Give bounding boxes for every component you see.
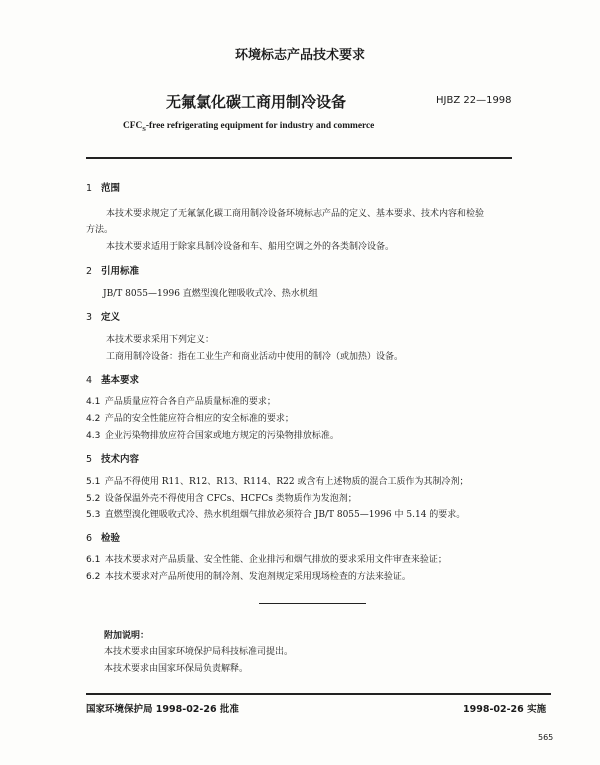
section-2-reference: JB/T 8055—1996 直燃型溴化锂吸收式冷、热水机组 <box>103 289 318 299</box>
section-3-heading <box>86 309 120 323</box>
section-number: 5 <box>86 454 93 465</box>
section-title: 定义 <box>101 312 121 323</box>
section-number: 2 <box>86 266 93 277</box>
english-title-prefix: CFC <box>123 121 143 131</box>
item-number: 5.1 <box>86 477 101 487</box>
list-item <box>86 569 411 582</box>
item-text: 本技术要求对产品所使用的制冷剂、发泡剂规定采用现场检查的方法来验证。 <box>104 572 411 582</box>
section-1-heading <box>86 180 120 194</box>
item-number: 6.2 <box>86 572 101 582</box>
section-number: 6 <box>86 533 93 544</box>
approval-date: 国家环境保护局 1998-02-26 批准 <box>86 704 239 715</box>
section-title: 引用标准 <box>101 266 140 277</box>
section-3-paragraph-2: 工商用制冷设备：指在工业生产和商业活动中使用的制冷（或加热）设备。 <box>106 352 404 362</box>
english-title-subscript: S <box>142 125 146 133</box>
standard-code: HJBZ 22—1998 <box>436 95 512 106</box>
footer-rule <box>86 693 551 695</box>
section-title: 范围 <box>101 183 121 194</box>
section-2-heading <box>86 263 139 277</box>
section-title: 技术内容 <box>101 454 140 465</box>
list-item <box>86 394 276 407</box>
item-number: 4.3 <box>86 431 101 441</box>
list-item <box>86 552 447 565</box>
list-item <box>86 474 468 487</box>
list-item <box>86 491 357 504</box>
item-text: 产品质量应符合各自产品质量标准的要求； <box>104 397 276 407</box>
section-number: 1 <box>86 183 93 194</box>
document-title: 无氟氯化碳工商用制冷设备 <box>166 93 347 111</box>
list-item <box>86 428 339 441</box>
english-title-suffix: -free refrigerating equipment for industry and commerce <box>145 121 375 131</box>
section-number: 4 <box>86 375 93 386</box>
english-title <box>123 121 374 133</box>
section-6-heading <box>86 530 120 544</box>
section-5-heading <box>86 451 139 465</box>
notes-line-2: 本技术要求由国家环保局负责解释。 <box>104 664 249 674</box>
section-1-paragraph-2: 本技术要求适用于除家具制冷设备和车、船用空调之外的各类制冷设备。 <box>106 242 395 252</box>
list-item <box>86 507 465 520</box>
item-number: 5.2 <box>86 494 101 504</box>
item-number: 6.1 <box>86 555 101 565</box>
notes-line-1: 本技术要求由国家环境保护局科技标准司提出。 <box>104 647 294 657</box>
standard-series-title: 环境标志产品技术要求 <box>234 48 365 63</box>
section-4-heading <box>86 372 139 386</box>
item-text: 直燃型溴化锂吸收式冷、热水机组烟气排放必须符合 JB/T 8055—1996 中 5.14 的要求。 <box>104 510 466 520</box>
item-text: 产品不得使用 R11、R12、R13、R114、R22 或含有上述物质的混合工质作为其制冷剂； <box>104 477 469 487</box>
section-1-paragraph-1-line-1: 本技术要求规定了无氟氯化碳工商用制冷设备环境标志产品的定义、基本要求、技术内容和检验 <box>106 209 485 219</box>
implementation-date: 1998-02-26 实施 <box>463 704 547 715</box>
section-title: 检验 <box>101 533 121 544</box>
item-text: 本技术要求对产品质量、安全性能、企业排污和烟气排放的要求采用文件审查来验证； <box>104 555 447 565</box>
item-number: 5.3 <box>86 510 101 520</box>
section-title: 基本要求 <box>101 375 140 386</box>
item-number: 4.2 <box>86 414 101 424</box>
list-item <box>86 411 294 424</box>
item-number: 4.1 <box>86 397 101 407</box>
notes-heading: 附加说明： <box>104 631 150 641</box>
section-number: 3 <box>86 312 93 323</box>
header-rule <box>86 157 512 159</box>
section-3-paragraph-1: 本技术要求采用下列定义： <box>106 335 215 345</box>
page-number: 565 <box>538 733 554 742</box>
section-1-paragraph-1-line-2: 方法。 <box>86 225 114 235</box>
item-text: 设备保温外壳不得使用含 CFCs、HCFCs 类物质作为发泡剂； <box>104 494 357 504</box>
end-rule <box>259 603 366 604</box>
item-text: 企业污染物排放应符合国家或地方规定的污染物排放标准。 <box>104 431 339 441</box>
item-text: 产品的安全性能应符合相应的安全标准的要求； <box>104 414 294 424</box>
